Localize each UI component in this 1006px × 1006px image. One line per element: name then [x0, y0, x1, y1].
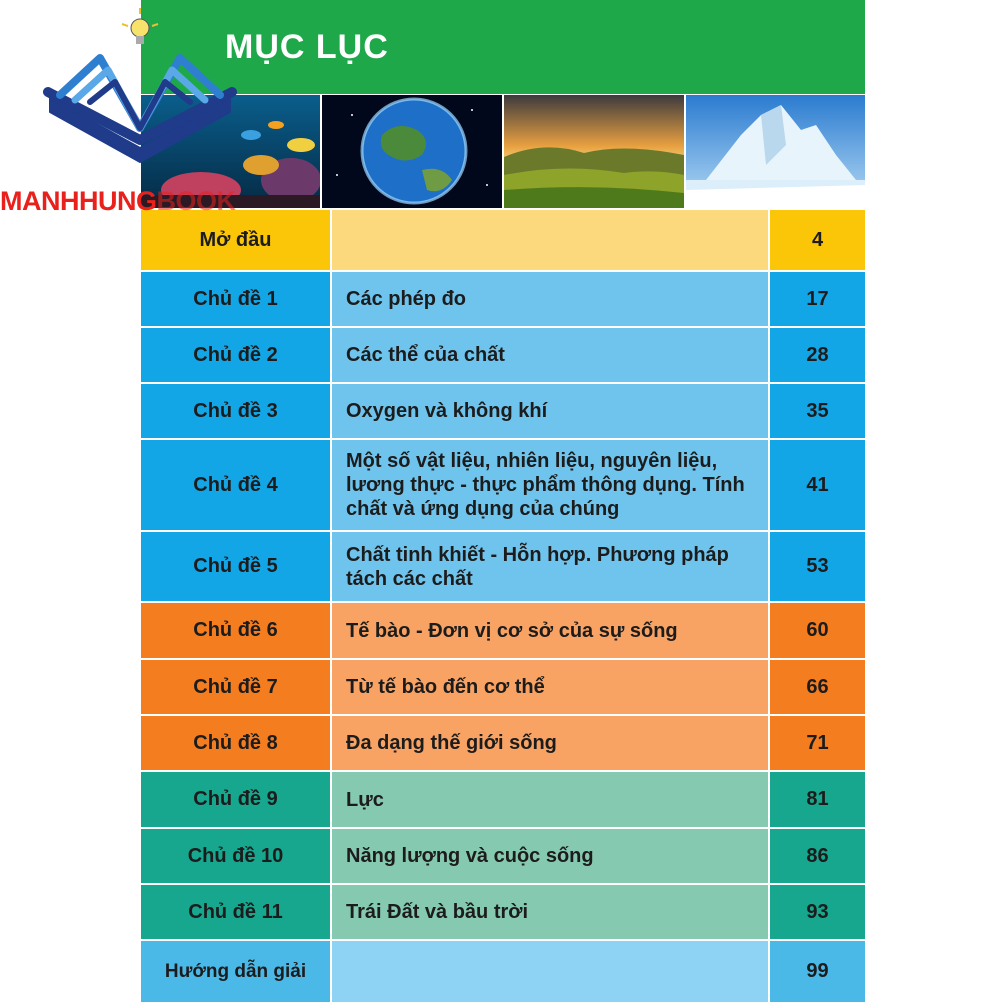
- earth-photo: [322, 95, 502, 208]
- toc-row: [141, 660, 865, 714]
- toc-page-number: 4: [770, 210, 865, 270]
- toc-row: [141, 272, 865, 326]
- toc-chapter-title: Từ tế bào đến cơ thể: [332, 660, 768, 714]
- toc-chapter-label: Chủ đề 8: [141, 716, 330, 770]
- toc-chapter-title: Năng lượng và cuộc sống: [332, 829, 768, 883]
- logo-text: [0, 186, 235, 217]
- toc-chapter-title: Tế bào - Đơn vị cơ sở của sự sống: [332, 603, 768, 658]
- toc-chapter-label: Chủ đề 9: [141, 772, 330, 827]
- toc-row: [141, 532, 865, 601]
- toc-page-number: 28: [770, 328, 865, 382]
- toc-chapter-label: Chủ đề 10: [141, 829, 330, 883]
- toc-page-number: 93: [770, 885, 865, 939]
- toc-chapter-label: Chủ đề 4: [141, 440, 330, 530]
- toc-row: [141, 772, 865, 827]
- toc-chapter-title: Các phép đo: [332, 272, 768, 326]
- toc-chapter-label: Chủ đề 7: [141, 660, 330, 714]
- toc-chapter-title: [332, 210, 768, 270]
- toc-row: [141, 885, 865, 939]
- toc-chapter-title: Oxygen và không khí: [332, 384, 768, 438]
- toc-chapter-title: Đa dạng thế giới sống: [332, 716, 768, 770]
- toc-row: [141, 328, 865, 382]
- toc-row: [141, 716, 865, 770]
- toc-page-number: 81: [770, 772, 865, 827]
- toc-chapter-title: Trái Đất và bầu trời: [332, 885, 768, 939]
- toc-page-number: 17: [770, 272, 865, 326]
- logo-text-part2: BOOK: [156, 186, 236, 216]
- toc-row: [141, 384, 865, 438]
- toc-page-number: 99: [770, 941, 865, 1002]
- open-book-icon: [0, 0, 300, 180]
- toc-chapter-title: Lực: [332, 772, 768, 827]
- toc-chapter-label: Hướng dẫn giải: [141, 941, 330, 1002]
- toc-page-number: 66: [770, 660, 865, 714]
- toc-page-number: 53: [770, 532, 865, 601]
- toc-chapter-label: Chủ đề 11: [141, 885, 330, 939]
- page-title: MỤC LỤC: [225, 28, 389, 66]
- toc-chapter-title: Các thể của chất: [332, 328, 768, 382]
- toc-chapter-label: Mở đầu: [141, 210, 330, 270]
- sunset-hills-photo: [504, 95, 684, 208]
- toc-row: [141, 440, 865, 530]
- toc-chapter-title: Chất tinh khiết - Hỗn hợp. Phương pháp tách các chất: [332, 532, 768, 601]
- logo: [0, 0, 300, 220]
- toc-chapter-label: Chủ đề 2: [141, 328, 330, 382]
- toc-page-number: 35: [770, 384, 865, 438]
- toc-row: [141, 941, 865, 1002]
- toc-page-number: 71: [770, 716, 865, 770]
- logo-text-part1: MANHHUNG: [0, 186, 157, 216]
- iceberg-photo: [686, 95, 865, 208]
- toc-chapter-label: Chủ đề 6: [141, 603, 330, 658]
- toc-page-number: 86: [770, 829, 865, 883]
- toc-chapter-label: Chủ đề 3: [141, 384, 330, 438]
- toc-page-number: 41: [770, 440, 865, 530]
- toc-chapter-label: Chủ đề 1: [141, 272, 330, 326]
- toc-row: [141, 829, 865, 883]
- toc-chapter-label: Chủ đề 5: [141, 532, 330, 601]
- toc-chapter-title: [332, 941, 768, 1002]
- toc-chapter-title: Một số vật liệu, nhiên liệu, nguyên liệu, lương thực - thực phẩm thông dụng. Tính chất và ứng dụng của chúng: [332, 440, 768, 530]
- toc-row: [141, 603, 865, 658]
- toc-page-number: 60: [770, 603, 865, 658]
